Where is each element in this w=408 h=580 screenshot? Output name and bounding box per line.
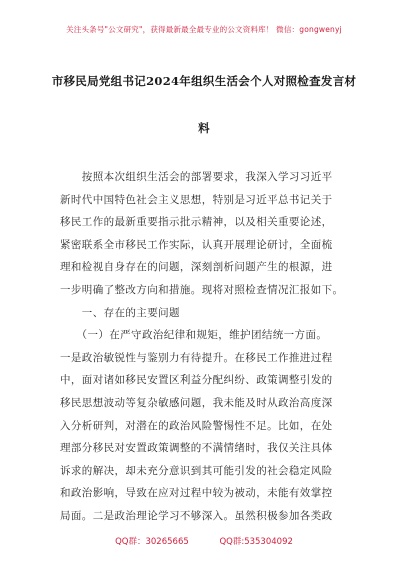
body-line: 移民思想波动等复杂敏感问题，我未能及时从政治高度深 xyxy=(60,396,333,409)
body-line: 诉求的解决，却未充分意识到其可能引发的社会稳定风险 xyxy=(60,464,333,477)
footer-qq-group-1: QQ群：30265665 xyxy=(115,537,189,547)
body-line: 移民工作的最新重要指示批示精神，以及相关重要论述， xyxy=(60,216,333,229)
document-title-line-2: 料 xyxy=(198,121,210,135)
body-line: 紧密联系全市移民工作实际，认真开展理论研讨，全面梳 xyxy=(60,238,333,251)
body-line: 局面。二是政治理论学习不够深入。虽然积极参加各类政 xyxy=(60,509,333,522)
body-line: 中，面对诸如移民安置区利益分配纠纷、政策调整引发的 xyxy=(60,374,333,387)
body-line: 理和检视自身存在的问题，深刻剖析问题产生的根源，进 xyxy=(60,261,333,274)
header-banner: 关注头条号"公文研究"，获得最新最全最专业的公文资料库！ 微信：gongwenyj xyxy=(66,25,342,34)
body-line: 理部分移民对安置政策调整的不满情绪时，我仅关注具体 xyxy=(60,442,333,455)
body-line: 新时代中国特色社会主义思想，特别是习近平总书记关于 xyxy=(60,193,333,206)
body-line: 和政治影响，导致在应对过程中较为被动，未能有效掌控 xyxy=(60,487,333,500)
body-line: 一是政治敏锐性与鉴别力有待提升。在移民工作推进过程 xyxy=(60,351,333,364)
body-line: 入分析研判，对潜在的政治风险警惕性不足。比如，在处 xyxy=(60,419,333,432)
footer-qq-group-2: QQ群:535304092 xyxy=(219,537,293,547)
body-line: 按照本次组织生活会的部署要求，我深入学习习近平 xyxy=(60,171,333,183)
document-body xyxy=(60,166,352,528)
section-heading: 一、存在的主要问题 xyxy=(60,306,180,319)
footer-contact xyxy=(0,535,408,547)
document-title-line-1: 市移民局党组书记2024年组织生活会个人对照检查发言材 xyxy=(51,74,357,88)
body-line: 一步明确了整改方向和措施。现将对照检查情况汇报如下。 xyxy=(60,283,344,296)
subsection-heading: （一）在严守政治纪律和规矩，维护团结统一方面。 xyxy=(60,329,328,342)
